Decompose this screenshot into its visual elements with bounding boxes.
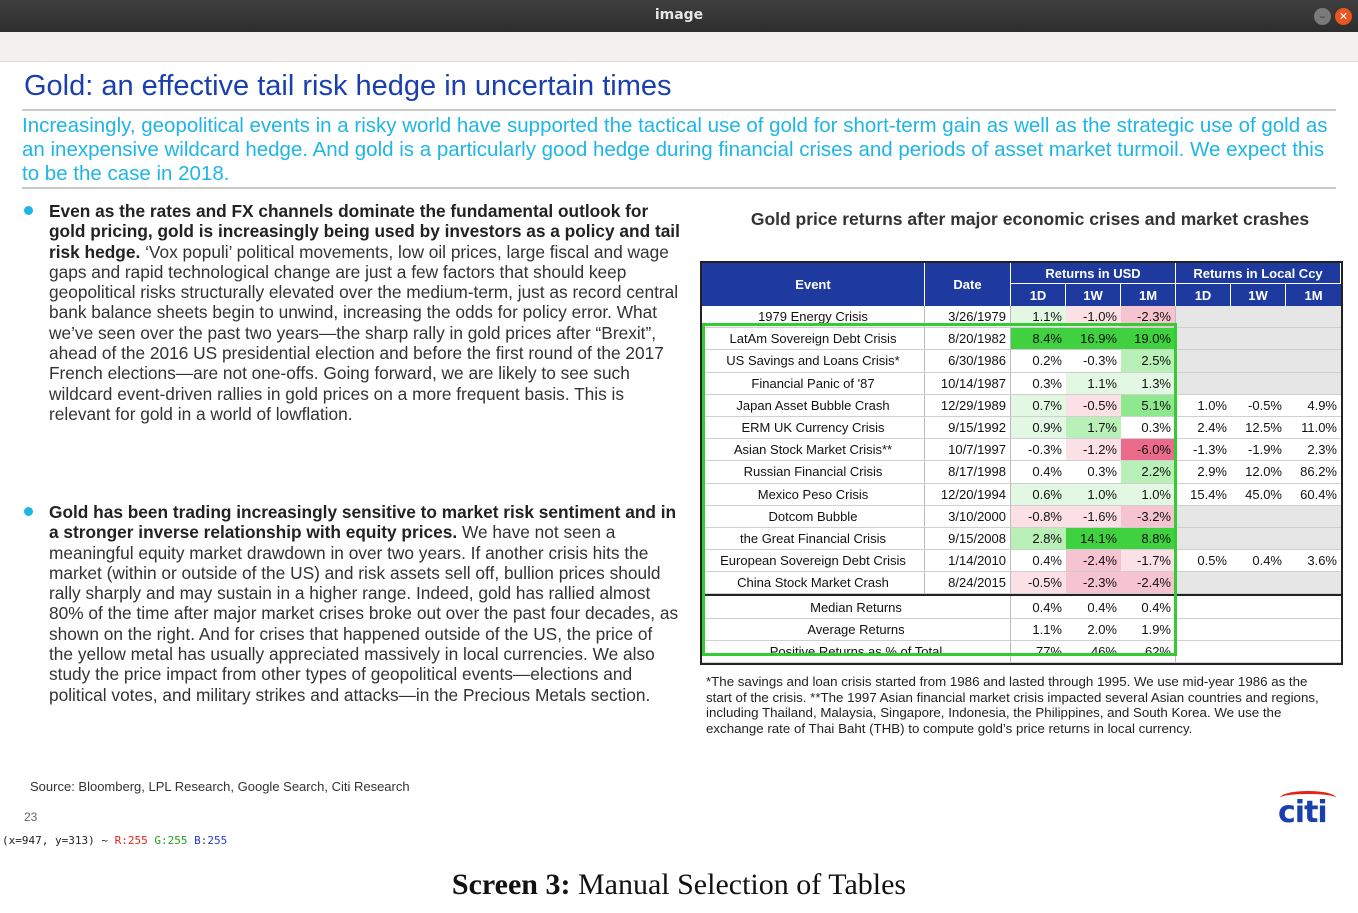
table-row xyxy=(702,461,1341,483)
header-returns-local: Returns in Local Ccy xyxy=(1176,263,1341,284)
summary-label: Positive Returns as % of Total xyxy=(702,641,1011,662)
summary-row xyxy=(702,641,1341,663)
table-row xyxy=(702,439,1341,461)
table-summary xyxy=(702,594,1341,663)
cell-event: US Savings and Loans Crisis* xyxy=(702,350,925,371)
cell-local-1d: -1.3% xyxy=(1193,442,1227,458)
cell-local-1d: 2.9% xyxy=(1197,464,1227,480)
cell-event: ERM UK Currency Crisis xyxy=(702,417,925,438)
cell-local-1d xyxy=(1176,572,1231,593)
cell-usd-1d: 0.4% xyxy=(1011,461,1066,482)
minimize-icon[interactable]: – xyxy=(1314,8,1331,25)
cell-usd-1w: -0.3% xyxy=(1066,350,1121,371)
cell-usd-1w: 14.1% xyxy=(1066,528,1121,549)
slide-canvas[interactable] xyxy=(0,62,1358,834)
figure-caption: Screen 3: Manual Selection of Tables xyxy=(451,868,907,901)
pixel-status-bar xyxy=(0,834,1358,848)
cell-local-1m xyxy=(1286,528,1341,549)
table-row xyxy=(702,306,1341,328)
table-row xyxy=(702,417,1341,439)
header-event: Event xyxy=(702,263,925,306)
cursor-coords: (x=947, y=313) ~ xyxy=(2,834,115,847)
header-date: Date xyxy=(925,263,1011,306)
summary-row xyxy=(702,596,1341,618)
cell-usd-1d: 0.7% xyxy=(1011,395,1066,416)
cell-event: LatAm Sovereign Debt Crisis xyxy=(702,328,925,349)
cell-usd-1m: -6.0% xyxy=(1121,439,1176,460)
table-header xyxy=(702,263,1341,306)
slide-subtitle: Increasingly, geopolitical events in a risky world have supported the tactical use of gold for short-term gain as well as the strategic use of gold as an inexpensive wildcard hedge. And gold is a particularly good hedge during financial crises and periods of asset market turmoil. We expect this to be the case in 2018. xyxy=(22,114,1328,185)
cell-usd-1m: -2.4% xyxy=(1121,572,1176,593)
cell-date: 8/20/1982 xyxy=(925,328,1011,349)
summary-usd-1m: 0.4% xyxy=(1121,596,1176,617)
window-title: image xyxy=(654,7,704,23)
summary-usd-1m: 62% xyxy=(1121,641,1176,662)
table-footnote: *The savings and loan crisis started from 1986 and lasted through 1995. We use mid-year 1986 as the start of the crisis. **The 1997 Asian financial market crisis impacted several Asian countries and regions, including Thailand, Malaysia, Singapore, Indonesia, the Philippines, and South Korea. We use the exchange rate of Thai Baht (THB) to compute gold’s price returns in local currency. xyxy=(706,674,1319,736)
cell-local-1m: 4.9% xyxy=(1307,397,1337,413)
table-row xyxy=(702,506,1341,528)
cell-date: 8/17/1998 xyxy=(925,461,1011,482)
returns-table[interactable] xyxy=(700,261,1343,665)
table-row xyxy=(702,528,1341,550)
divider xyxy=(22,109,1336,111)
cell-local-1m xyxy=(1286,506,1341,527)
cell-usd-1w: -2.4% xyxy=(1066,550,1121,571)
cell-date: 8/24/2015 xyxy=(925,572,1011,593)
toolbar xyxy=(0,32,1358,62)
slide-heading: Gold: an effective tail risk hedge in uncertain times xyxy=(24,70,672,102)
bullet-2-bold: Gold has been trading increasingly sensitive to market risk sentiment and in a stronger inverse relationship with equity prices. xyxy=(49,502,677,543)
cell-local-1m: 2.3% xyxy=(1307,442,1337,458)
header-usd-1m: 1M xyxy=(1121,284,1176,306)
cell-local-1w: -0.5% xyxy=(1248,397,1282,413)
table-body xyxy=(702,306,1341,594)
summary-usd-1w: 46% xyxy=(1090,643,1117,659)
table-row xyxy=(702,484,1341,506)
cell-usd-1m: 8.8% xyxy=(1121,528,1176,549)
cell-usd-1d: 1.1% xyxy=(1011,306,1066,327)
cell-event: Russian Financial Crisis xyxy=(702,461,925,482)
citi-arc-icon xyxy=(1280,791,1336,805)
cell-usd-1d: -0.8% xyxy=(1011,506,1066,527)
cell-local-1w xyxy=(1231,373,1286,394)
cell-local-1w: 12.0% xyxy=(1245,464,1282,480)
cell-local-1d xyxy=(1176,350,1231,371)
cell-date: 10/14/1987 xyxy=(925,373,1011,394)
cell-local-1d xyxy=(1176,328,1231,349)
cell-local-1m: 3.6% xyxy=(1307,553,1337,569)
cell-local-1d xyxy=(1176,528,1231,549)
cell-local-1w xyxy=(1231,506,1286,527)
cell-usd-1m: -1.7% xyxy=(1121,550,1176,571)
cell-usd-1d: -0.5% xyxy=(1011,572,1066,593)
cell-local-1m xyxy=(1286,328,1341,349)
cell-local-1m: 11.0% xyxy=(1301,420,1337,436)
cell-usd-1w: -1.2% xyxy=(1066,439,1121,460)
summary-usd-1d: 1.1% xyxy=(1032,621,1062,637)
pixel-green: G:255 xyxy=(154,834,188,847)
table-row xyxy=(702,550,1341,572)
cell-date: 12/29/1989 xyxy=(925,395,1011,416)
pixel-blue: B:255 xyxy=(194,834,228,847)
cell-usd-1d: 2.8% xyxy=(1011,528,1066,549)
source-note: Source: Bloomberg, LPL Research, Google Search, Citi Research xyxy=(30,779,410,794)
cell-date: 12/20/1994 xyxy=(925,484,1011,505)
bullet-1-bold: Even as the rates and FX channels dominate the fundamental outlook for gold pricing, gold is increasingly being used by investors as a policy and tail risk hedge. xyxy=(49,201,680,262)
cell-local-1d xyxy=(1176,373,1231,394)
pixel-red: R:255 xyxy=(114,834,148,847)
cell-event: 1979 Energy Crisis xyxy=(702,306,925,327)
cell-local-1d: 15.4% xyxy=(1190,486,1227,502)
summary-usd-1d: 0.4% xyxy=(1032,599,1062,615)
summary-usd-1w: 0.4% xyxy=(1087,599,1117,615)
cell-local-1m: 60.4% xyxy=(1300,486,1337,502)
cell-usd-1w: 1.1% xyxy=(1066,373,1121,394)
cell-event: Financial Panic of '87 xyxy=(702,373,925,394)
bullet-1-text: ‘Vox populi’ political movements, low oil prices, large fiscal and wage gaps and rapid technological change are just a few factors that should keep geopolitical risks structurally elevated over the medium-term, just as record central bank balance sheets begin to unwind, increasing the odds for policy error. What we’ve seen over the past two years—the sharp rally in gold prices after “Brexit”, ahead of the 2016 US presidential election and before the first round of the 2017 French elections—are not one-offs. Going forward, we are likely to see such wildcard event-driven rallies in gold prices on a more frequent basis. This is relevant for gold in a world of lowflation. xyxy=(49,241,679,424)
header-usd-1d: 1D xyxy=(1011,284,1066,306)
bullet-dot-icon xyxy=(24,206,33,215)
cell-local-1w: 45.0% xyxy=(1245,486,1282,502)
cell-usd-1d: 0.2% xyxy=(1011,350,1066,371)
header-local-1w: 1W xyxy=(1231,284,1286,306)
cell-date: 3/26/1979 xyxy=(925,306,1011,327)
cell-local-1d: 1.0% xyxy=(1197,397,1227,413)
cell-event: European Sovereign Debt Crisis xyxy=(702,550,925,571)
cell-usd-1m: -3.2% xyxy=(1121,506,1176,527)
bullet-1 xyxy=(24,201,680,424)
cell-usd-1w: 0.3% xyxy=(1066,461,1121,482)
summary-usd-1w: 2.0% xyxy=(1087,621,1117,637)
cell-event: China Stock Market Crash xyxy=(702,572,925,593)
page-number: 23 xyxy=(24,810,38,824)
window-titlebar xyxy=(0,0,1358,32)
table-row xyxy=(702,350,1341,372)
cell-local-1m xyxy=(1286,306,1341,327)
cell-usd-1d: -0.3% xyxy=(1011,439,1066,460)
summary-row xyxy=(702,619,1341,641)
header-local-1m: 1M xyxy=(1286,284,1341,306)
cell-local-1m xyxy=(1286,350,1341,371)
cell-usd-1d: 0.4% xyxy=(1011,550,1066,571)
cell-usd-1w: -0.5% xyxy=(1066,395,1121,416)
table-title: Gold price returns after major economic crises and market crashes xyxy=(750,209,1310,229)
cell-usd-1w: -1.0% xyxy=(1066,306,1121,327)
cell-usd-1m: 5.1% xyxy=(1121,395,1176,416)
table-row xyxy=(702,373,1341,395)
cell-local-1w xyxy=(1231,528,1286,549)
header-usd-1w: 1W xyxy=(1066,284,1121,306)
cell-date: 9/15/1992 xyxy=(925,417,1011,438)
cell-local-1d: 2.4% xyxy=(1197,420,1227,436)
cell-local-1m xyxy=(1286,373,1341,394)
cell-local-1w xyxy=(1231,306,1286,327)
cell-usd-1d: 0.3% xyxy=(1011,373,1066,394)
cell-event: Dotcom Bubble xyxy=(702,506,925,527)
table-row xyxy=(702,395,1341,417)
cell-usd-1m: 1.0% xyxy=(1121,484,1176,505)
cell-local-1m: 86.2% xyxy=(1300,464,1337,480)
summary-usd-1d: 77% xyxy=(1035,643,1062,659)
cell-usd-1d: 8.4% xyxy=(1011,328,1066,349)
summary-label: Average Returns xyxy=(702,619,1011,640)
table-row xyxy=(702,328,1341,350)
divider xyxy=(22,187,1336,189)
cell-date: 3/10/2000 xyxy=(925,506,1011,527)
cell-date: 10/7/1997 xyxy=(925,439,1011,460)
citi-logo: citi xyxy=(1278,795,1327,830)
cell-local-1w: 0.4% xyxy=(1252,553,1282,569)
cell-usd-1m: 2.2% xyxy=(1121,461,1176,482)
cell-event: Japan Asset Bubble Crash xyxy=(702,395,925,416)
bullet-dot-icon xyxy=(24,507,33,516)
cell-usd-1m: 2.5% xyxy=(1121,350,1176,371)
cell-usd-1d: 0.6% xyxy=(1011,484,1066,505)
header-local-1d: 1D xyxy=(1176,284,1231,306)
cell-usd-1w: -1.6% xyxy=(1066,506,1121,527)
cell-date: 1/14/2010 xyxy=(925,550,1011,571)
cell-local-1w xyxy=(1231,328,1286,349)
summary-usd-1m: 1.9% xyxy=(1121,619,1176,640)
table-row xyxy=(702,572,1341,594)
cell-usd-1d: 0.9% xyxy=(1011,417,1066,438)
cell-local-1m xyxy=(1286,572,1341,593)
cell-event: Mexico Peso Crisis xyxy=(702,484,925,505)
cell-local-1w xyxy=(1231,350,1286,371)
close-icon[interactable]: ✕ xyxy=(1335,8,1352,25)
bullet-2 xyxy=(24,502,680,705)
cell-usd-1m: 0.3% xyxy=(1121,417,1176,438)
cell-date: 6/30/1986 xyxy=(925,350,1011,371)
cell-date: 9/15/2008 xyxy=(925,528,1011,549)
bullet-2-text: We have not seen a meaningful equity market drawdown in over two years. If another crisis hits the market (within or outside of the US) and risk assets sell off, bullion prices should rally sharply and may sustain in a higher range. Indeed, gold has rallied almost 80% of the time after major market crises broke out over the past four decades, as shown on the right. And for crises that happened outside of the US, the price of the yellow metal has usually appreciated massively in local currencies. We also study the price impact from other types of geopolitical events—elections and political votes, and military strikes and attacks—in the Precious Metals section. xyxy=(49,522,679,705)
cell-usd-1w: 1.0% xyxy=(1066,484,1121,505)
cell-local-1w xyxy=(1231,572,1286,593)
cell-local-1d: 0.5% xyxy=(1197,553,1227,569)
cell-local-1w: -1.9% xyxy=(1248,442,1282,458)
cell-event: Asian Stock Market Crisis** xyxy=(702,439,925,460)
cell-usd-1m: 19.0% xyxy=(1121,328,1176,349)
cell-usd-1m: -2.3% xyxy=(1121,306,1176,327)
cell-local-1w: 12.5% xyxy=(1245,420,1282,436)
cell-usd-1w: 16.9% xyxy=(1066,328,1121,349)
cell-usd-1w: 1.7% xyxy=(1066,417,1121,438)
cell-usd-1m: 1.3% xyxy=(1121,373,1176,394)
summary-label: Median Returns xyxy=(702,596,1011,617)
cell-event: the Great Financial Crisis xyxy=(702,528,925,549)
header-returns-usd: Returns in USD xyxy=(1011,263,1176,284)
cell-local-1d xyxy=(1176,506,1231,527)
cell-local-1d xyxy=(1176,306,1231,327)
cell-usd-1w: -2.3% xyxy=(1066,572,1121,593)
